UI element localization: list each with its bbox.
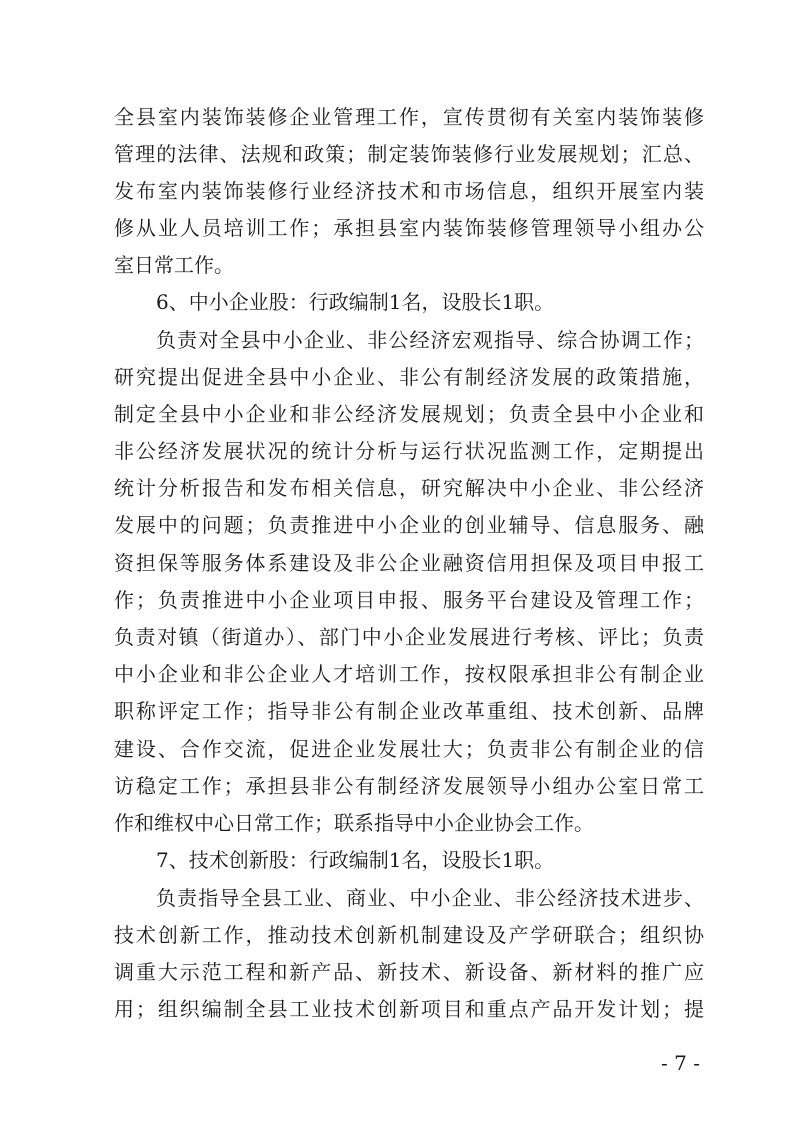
text-line: 建设、合作交流，促进企业发展壮大；负责非公有制企业的信	[114, 737, 704, 761]
text-line: 制定全县中小企业和非公经济发展规划；负责全县中小企业和	[114, 402, 704, 426]
text-line: 技术创新工作，推动技术创新机制建设及产学研联合；组织协	[114, 923, 704, 947]
text-line: 负责对镇（街道办）、部门中小企业发展进行考核、评比；负责	[114, 625, 704, 649]
text-line: 全县室内装饰装修企业管理工作，宣传贯彻有关室内装饰装修	[114, 105, 704, 129]
text-line: 职称评定工作；指导非公有制企业改革重组、技术创新、品牌	[114, 699, 704, 723]
text-line: 作和维权中心日常工作；联系指导中小企业协会工作。	[114, 811, 594, 835]
text-line: 室日常工作。	[114, 253, 234, 277]
text-line: 修从业人员培训工作；承担县室内装饰装修管理领导小组办公	[114, 216, 704, 240]
text-line: 统计分析报告和发布相关信息，研究解决中小企业、非公经济	[114, 476, 704, 500]
section-heading-7: 7、技术创新股：行政编制1名，设股长1职。	[156, 848, 555, 872]
section-heading-6: 6、中小企业股：行政编制1名，设股长1职。	[156, 290, 555, 314]
text-line: 作；负责推进中小企业项目申报、服务平台建设及管理工作；	[114, 588, 704, 612]
text-line: 研究提出促进全县中小企业、非公有制经济发展的政策措施，	[114, 365, 704, 389]
text-line: 调重大示范工程和新产品、新技术、新设备、新材料的推广应	[114, 960, 704, 984]
text-line: 管理的法律、法规和政策；制定装饰装修行业发展规划；汇总、	[114, 142, 704, 166]
text-line: 访稳定工作；承担县非公有制经济发展领导小组办公室日常工	[114, 774, 704, 798]
text-line: 中小企业和非公企业人才培训工作，按权限承担非公有制企业	[114, 662, 704, 686]
text-line: 发展中的问题；负责推进中小企业的创业辅导、信息服务、融	[114, 513, 704, 537]
text-line: 非公经济发展状况的统计分析与运行状况监测工作，定期提出	[114, 439, 704, 463]
text-line: 发布室内装饰装修行业经济技术和市场信息，组织开展室内装	[114, 179, 704, 203]
text-line: 用；组织编制全县工业技术创新项目和重点产品开发计划；提	[114, 997, 704, 1021]
text-line: 负责指导全县工业、商业、中小企业、非公经济技术进步、	[156, 886, 704, 910]
text-line: 资担保等服务体系建设及非公企业融资信用担保及项目申报工	[114, 551, 704, 575]
text-line: 负责对全县中小企业、非公经济宏观指导、综合协调工作；	[156, 328, 704, 352]
page-number: - 7 -	[661, 1051, 700, 1075]
